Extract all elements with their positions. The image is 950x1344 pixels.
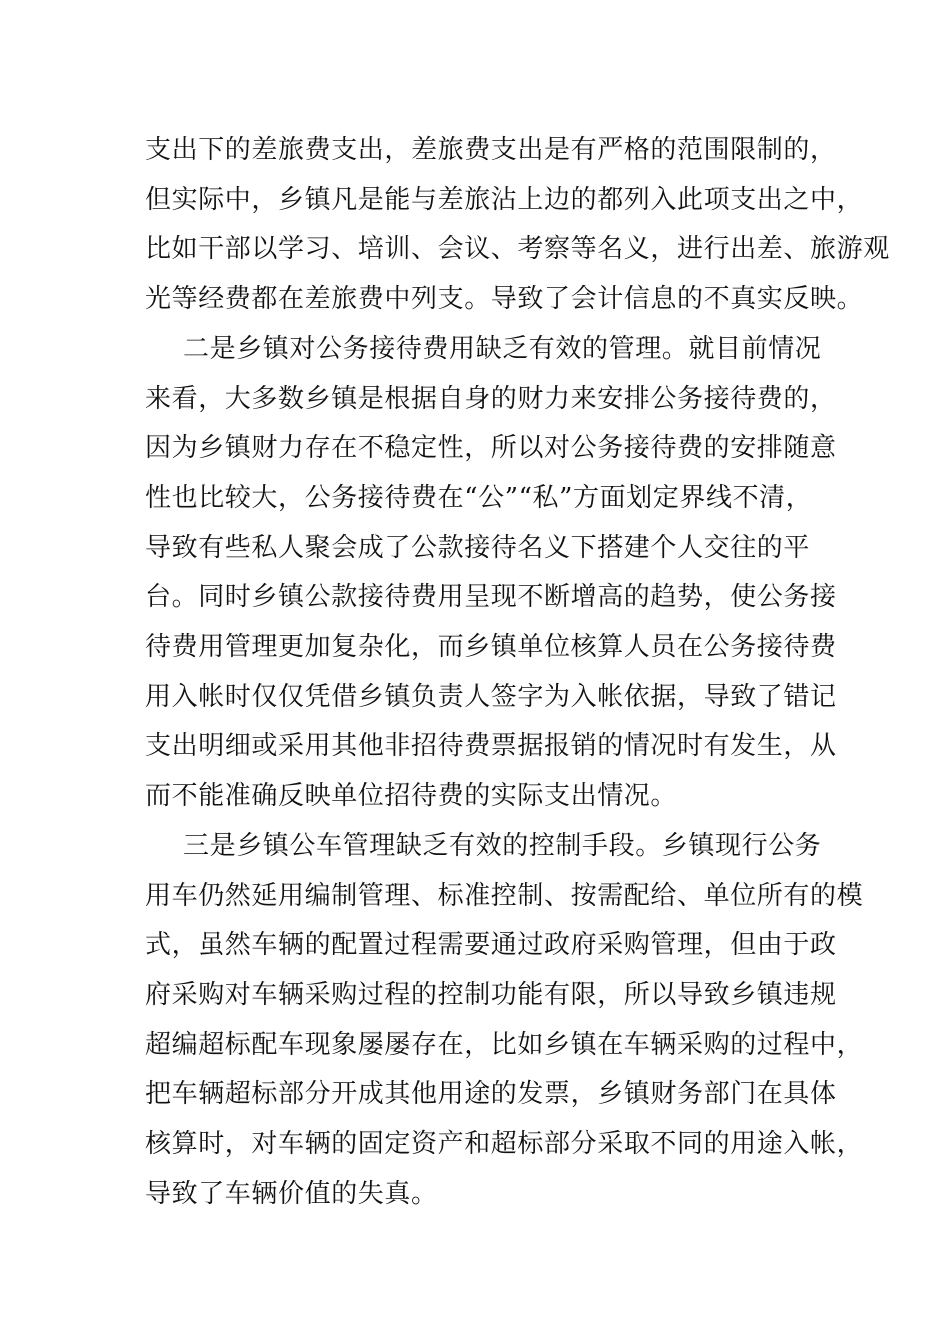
text-line: 支出明细或采用其他非招待费票据报销的情况时有发生，从 [145, 731, 837, 762]
text-line: 二是乡镇对公务接待费用缺乏有效的管理。就目前情况 [183, 333, 822, 364]
text-line: 但实际中，乡镇凡是能与差旅沾上边的都列入此项支出之中， [145, 184, 864, 215]
text-line: 用车仍然延用编制管理、标准控制、按需配给、单位所有的模 [145, 880, 864, 911]
text-line: 式，虽然车辆的配置过程需要通过政府采购管理，但由于政 [145, 930, 837, 961]
text-line: 待费用管理更加复杂化，而乡镇单位核算人员在公务接待费 [145, 632, 837, 662]
text-line: 府采购对车辆采购过程的控制功能有限，所以导致乡镇违规 [145, 979, 837, 1010]
text-line: 把车辆超标部分开成其他用途的发票，乡镇财务部门在具体 [145, 1079, 837, 1110]
text-line: 来看，大多数乡镇是根据自身的财力来安排公务接待费的， [145, 383, 837, 414]
text-line: 三是乡镇公车管理缺乏有效的控制手段。乡镇现行公务 [183, 830, 822, 861]
text-line: 光等经费都在差旅费中列支。导致了会计信息的不真实反映。 [145, 284, 864, 315]
text-line: 核算时，对车辆的固定资产和超标部分采取不同的用途入帐， [145, 1129, 864, 1159]
text-line: 导致有些私人聚会成了公款接待名义下搭建个人交往的平 [145, 532, 811, 563]
text-line: 台。同时乡镇公款接待费用呈现不断增高的趋势，使公务接 [145, 582, 837, 613]
text-line: 导致了车辆价值的失真。 [145, 1178, 438, 1209]
text-line: 用入帐时仅仅凭借乡镇负责人签字为入帐依据，导致了错记 [145, 681, 837, 712]
text-line: 性也比较大，公务接待费在“公”“私”方面划定界线不清， [145, 482, 813, 513]
text-line: 支出下的差旅费支出，差旅费支出是有严格的范围限制的， [145, 135, 837, 165]
text-line: 比如干部以学习、培训、会议、考察等名义，进行出差、旅游观 [145, 234, 890, 265]
text-line: 超编超标配车现象屡屡存在，比如乡镇在车辆采购的过程中， [145, 1029, 864, 1060]
text-line: 而不能准确反映单位招待费的实际支出情况。 [145, 781, 678, 812]
text-line: 因为乡镇财力存在不稳定性，所以对公务接待费的安排随意 [145, 433, 837, 464]
